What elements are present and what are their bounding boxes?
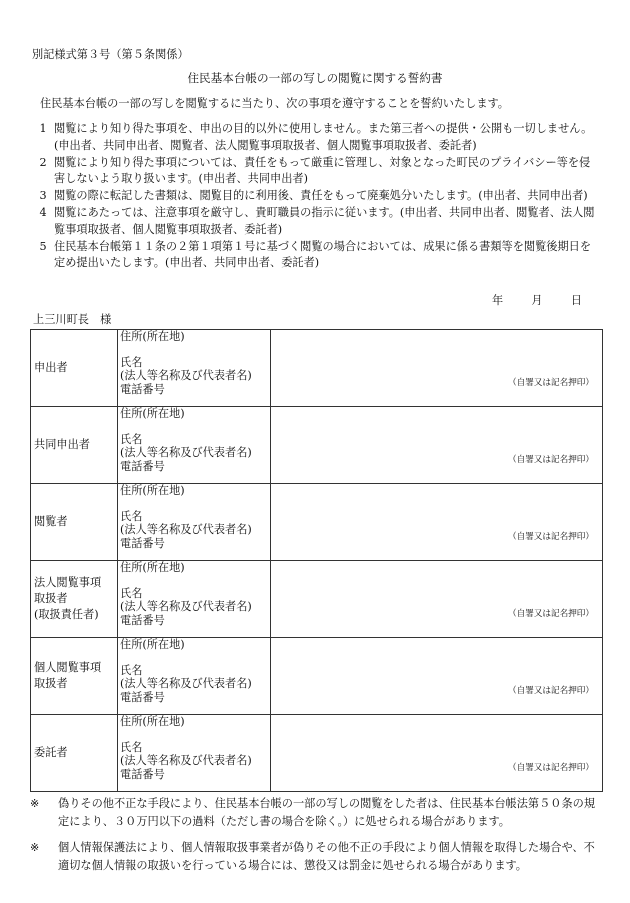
phone-label: 電話番号 — [120, 536, 165, 550]
form-label: 別記様式第３号（第５条関係） — [32, 48, 189, 61]
field-labels-cell — [118, 407, 271, 484]
pledge-number: 5 — [39, 239, 47, 253]
seal-note: （自署又は記名押印） — [508, 455, 594, 466]
phone-label: 電話番号 — [120, 382, 165, 396]
field-spacer — [118, 344, 270, 356]
role-label: 取扱者 — [34, 677, 68, 690]
signature-fill-area[interactable] — [271, 484, 603, 561]
note-text: 個人情報保護法により、個人情報取扱事業者が偽りその他不正の手段により個人情報を取得した場合や、不適切な個人情報の取扱いを行っている場合には、懲役又は罰金に処せられる場合があります。 — [58, 841, 595, 873]
signature-fill-area[interactable] — [271, 407, 603, 484]
field-labels-cell — [118, 484, 271, 561]
name-detail-label: (法人等名称及び代表者名) — [120, 369, 252, 382]
role-label: 法人閲覧事項 — [34, 575, 102, 589]
signatory-row — [31, 484, 603, 561]
addressee: 上三川町長 様 — [33, 313, 112, 326]
role-cell — [31, 638, 118, 715]
note-item — [30, 839, 600, 875]
notes-section — [30, 795, 600, 884]
field-spacer — [118, 652, 270, 664]
address-label: 住所(所在地) — [120, 561, 185, 574]
field-labels-cell — [118, 715, 271, 792]
role-cell — [31, 407, 118, 484]
seal-note: （自署又は記名押印） — [508, 763, 594, 774]
role-label: (取扱責任者) — [34, 608, 99, 622]
seal-note: （自署又は記名押印） — [508, 686, 594, 697]
date-day-label: 日 — [570, 294, 582, 307]
note-text: 偽りその他不正な手段により、住民基本台帳の一部の写しの閲覧をした者は、住民基本台帳法第５０条の規定により、３０万円以下の過料（ただし書の場合を除く。）に処せられる場合があります。 — [58, 797, 596, 829]
pledge-item — [32, 205, 597, 239]
signatory-row — [31, 407, 603, 484]
note-mark: ※ — [30, 797, 40, 810]
pledge-number: 2 — [39, 155, 47, 169]
pledge-text: 住民基本台帳第１１条の２第１項第１号に基づく閲覧の場合においては、成果に係る書類等を閲覧後期日を定め提出いたします。(申出者、共同申出者、委託者) — [54, 239, 592, 270]
pledge-item — [32, 121, 597, 155]
signature-fill-area[interactable] — [271, 715, 603, 792]
role-cell — [31, 715, 118, 792]
phone-label: 電話番号 — [120, 690, 165, 704]
name-detail-label: (法人等名称及び代表者名) — [120, 754, 252, 767]
phone-label: 電話番号 — [120, 613, 165, 627]
signature-fill-area[interactable] — [271, 330, 603, 407]
pledge-item — [32, 239, 597, 273]
role-label: 個人閲覧事項 — [34, 660, 102, 674]
signatory-row — [31, 330, 603, 407]
pledge-number: 1 — [39, 122, 47, 135]
role-cell — [31, 484, 118, 561]
name-label: 氏名 — [120, 586, 143, 600]
pledge-number: 3 — [39, 189, 47, 203]
field-spacer — [118, 729, 270, 741]
address-label: 住所(所在地) — [120, 638, 185, 651]
field-spacer — [118, 575, 270, 587]
signatory-row — [31, 638, 603, 715]
signatory-row — [31, 561, 603, 638]
name-detail-label: (法人等名称及び代表者名) — [120, 600, 252, 613]
field-spacer — [118, 421, 270, 433]
signatory-row — [31, 715, 603, 792]
pledge-item — [32, 188, 597, 205]
date-year-label: 年 — [492, 294, 504, 307]
address-label: 住所(所在地) — [120, 330, 185, 343]
note-mark: ※ — [30, 841, 40, 855]
pledge-list — [32, 121, 597, 272]
date-line — [492, 293, 582, 310]
intro-text: 住民基本台帳の一部の写しを閲覧するに当たり、次の事項を遵守することを誓約いたします。 — [40, 97, 509, 110]
address-label: 住所(所在地) — [120, 484, 185, 497]
address-label: 住所(所在地) — [120, 715, 185, 728]
phone-label: 電話番号 — [120, 767, 165, 781]
name-detail-label: (法人等名称及び代表者名) — [120, 446, 252, 459]
signature-fill-area[interactable] — [271, 638, 603, 715]
signatory-table — [30, 329, 603, 792]
date-month-label: 月 — [531, 294, 543, 307]
field-labels-cell — [118, 561, 271, 638]
name-detail-label: (法人等名称及び代表者名) — [120, 523, 252, 536]
seal-note: （自署又は記名押印） — [508, 378, 594, 389]
field-labels-cell — [118, 330, 271, 407]
signature-fill-area[interactable] — [271, 561, 603, 638]
document-title: 住民基本台帳の一部の写しの閲覧に関する誓約書 — [187, 71, 443, 85]
name-label: 氏名 — [120, 432, 143, 446]
pledge-text: 閲覧により知り得た事項については、責任をもって厳重に管理し、対象となった町民のプライバシー等を侵害しないよう取り扱います。(申出者、共同申出者) — [54, 155, 591, 186]
role-label: 取扱者 — [34, 591, 68, 605]
phone-label: 電話番号 — [120, 459, 165, 473]
pledge-number: 4 — [39, 205, 47, 219]
role-label: 委託者 — [34, 745, 68, 759]
name-detail-label: (法人等名称及び代表者名) — [120, 677, 252, 690]
field-labels-cell — [118, 638, 271, 715]
seal-note: （自署又は記名押印） — [508, 609, 594, 620]
name-label: 氏名 — [120, 740, 143, 754]
role-label: 申出者 — [34, 360, 68, 374]
role-label: 共同申出者 — [34, 437, 90, 451]
pledge-text: 閲覧により知り得た事項を、申出の目的以外に使用しません。また第三者への提供・公開も一切しません。(申出者、共同申出者、閲覧者、法人閲覧事項取扱者、個人閲覧事項取扱者、委託者) — [54, 122, 593, 152]
field-spacer — [118, 498, 270, 510]
pledge-text: 閲覧にあたっては、注意事項を厳守し、貴町職員の指示に従います。(申出者、共同申出者、閲覧者、法人閲覧事項取扱者、個人閲覧事項取扱者、委託者) — [54, 205, 595, 236]
role-cell — [31, 330, 118, 407]
seal-note: （自署又は記名押印） — [508, 532, 594, 543]
name-label: 氏名 — [120, 663, 143, 677]
address-label: 住所(所在地) — [120, 407, 185, 420]
pledge-item — [32, 155, 597, 189]
role-cell — [31, 561, 118, 638]
role-label: 閲覧者 — [34, 514, 68, 528]
pledge-text: 閲覧の際に転記した書類は、閲覧目的に利用後、責任をもって廃棄処分いたします。(申出者、共同申出者) — [54, 189, 588, 203]
name-label: 氏名 — [120, 509, 143, 523]
note-item — [30, 795, 600, 831]
name-label: 氏名 — [120, 355, 143, 369]
